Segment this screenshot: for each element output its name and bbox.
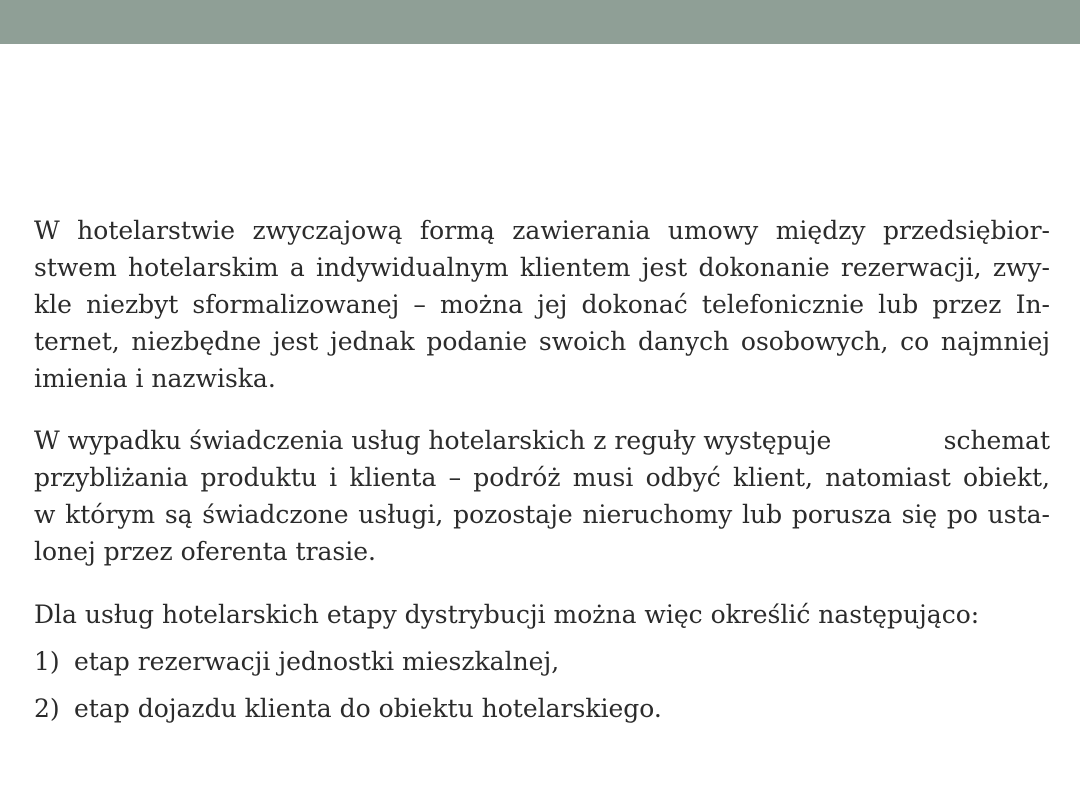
list-item-text: etap rezerwacji jednostki mieszkalnej,: [74, 647, 560, 676]
paragraph-line-right: schemat: [943, 426, 1050, 455]
list-item-text: etap dojazdu klienta do obiektu hotelarskiego.: [74, 694, 662, 723]
paragraph-line: imienia i nazwiska.: [34, 364, 276, 393]
paragraph-line: [34, 422, 1050, 459]
paragraph-line-left: W wypadku świadczenia usług hotelarskich z reguły występuje: [34, 426, 832, 455]
paragraph-reservation: [34, 212, 1050, 397]
paragraph-line: Dla usług hotelarskich etapy dystrybucji można więc określić następująco:: [34, 600, 980, 629]
paragraph-line: kle niezbyt sformalizowanej – można jej dokonać telefonicznie lub przez In-: [34, 290, 1050, 319]
paragraph-line: lonej przez oferenta trasie.: [34, 537, 376, 566]
paragraph-line: W hotelarstwie zwyczajową formą zawierania umowy między przedsiębior-: [34, 216, 1050, 245]
paragraph-line: stwem hotelarskim a indywidualnym klientem jest dokonanie rezerwacji, zwy-: [34, 253, 1050, 282]
paragraph-line: ternet, niezbędne jest jednak podanie swoich danych osobowych, co najmniej: [34, 327, 1050, 356]
paragraph-line: przybliżania produktu i klienta – podróż musi odbyć klient, natomiast obiekt,: [34, 463, 1050, 492]
paragraph-distribution-scheme: [34, 422, 1050, 570]
list-item: [34, 690, 1050, 727]
header-bar: [0, 0, 1080, 44]
paragraph-line: w którym są świadczone usługi, pozostaje nieruchomy lub porusza się po usta-: [34, 500, 1050, 529]
list-item: [34, 643, 1050, 680]
list-item-number: 2): [34, 694, 60, 723]
paragraph-stages-intro: [34, 596, 1050, 633]
list-item-number: 1): [34, 647, 60, 676]
slide-content: [34, 212, 1050, 737]
